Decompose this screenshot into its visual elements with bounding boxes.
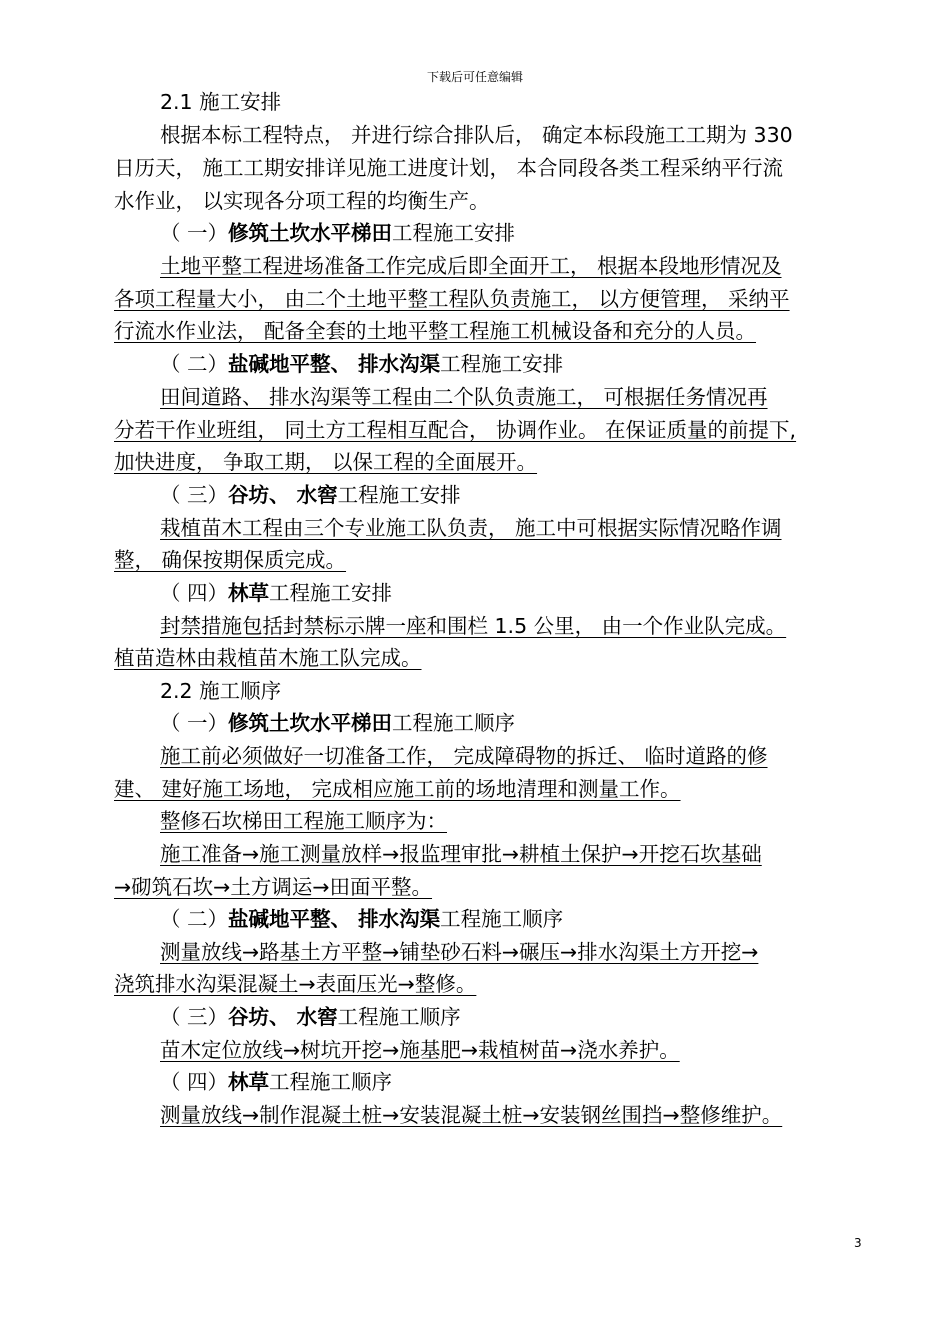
subheading-prefix: （ 四） [160,581,229,605]
subheading-prefix: （ 二） [160,907,229,931]
subheading-suffix: 工程施工安排 [392,221,516,245]
subheading-prefix: （ 三） [160,1005,229,1029]
subheading-suffix: 工程施工顺序 [392,711,516,735]
subheading-2-2-1 [160,711,515,735]
paragraph-line: 整， 确保按期保质完成。 [114,548,347,572]
subheading-bold: 林草 [228,581,270,605]
paragraph-line: 浇筑排水沟渠混凝土→表面压光→整修。 [114,972,477,996]
paragraph-line: 苗木定位放线→树坑开挖→施基肥→栽植树苗→浇水养护。 [160,1038,680,1062]
paragraph-line: 根据本标工程特点， 并进行综合排队后， 确定本标段施工工期为 330 [160,123,793,147]
subheading-suffix: 工程施工顺序 [337,1005,461,1029]
subheading-bold: 修筑土坎水平梯田 [228,711,393,735]
subheading-2-2-3 [160,1005,461,1029]
paragraph-line: 建、 建好施工场地， 完成相应施工前的场地清理和测量工作。 [114,777,681,801]
subheading-bold: 林草 [228,1070,270,1094]
subheading-2-2-2 [160,907,563,931]
paragraph-line: 整修石坎梯田工程施工顺序为： [160,809,447,833]
subheading-prefix: （ 一） [160,221,229,245]
paragraph-line: 测量放线→制作混凝土桩→安装混凝土桩→安装钢丝围挡→整修维护。 [160,1103,783,1127]
paragraph-line: 土地平整工程进场准备工作完成后即全面开工， 根据本段地形情况及 [160,254,782,278]
section-heading-2-2: 2.2 施工顺序 [160,679,282,703]
paragraph-line: 日历天， 施工工期安排详见施工进度计划， 本合同段各类工程采纳平行流 [114,156,784,180]
paragraph-line: 施工前必须做好一切准备工作， 完成障碍物的拆迁、 临时道路的修 [160,744,768,768]
paragraph-line: 栽植苗木工程由三个专业施工队负责， 施工中可根据实际情况略作调 [160,516,782,540]
subheading-prefix: （ 二） [160,352,229,376]
subheading-prefix: （ 三） [160,483,229,507]
subheading-bold: 谷坊、 水窖 [228,483,338,507]
paragraph-line: 田间道路、 排水沟渠等工程由二个队负责施工， 可根据任务情况再 [160,385,768,409]
paragraph-line: 行流水作业法， 配备全套的土地平整工程施工机械设备和充分的人员。 [114,319,757,343]
paragraph-line: 加快进度， 争取工期， 以保工程的全面展开。 [114,450,538,474]
subheading-prefix: （ 一） [160,711,229,735]
subheading-2-1-4 [160,581,392,605]
paragraph-line: 分若干作业班组， 同土方工程相互配合， 协调作业。 在保证质量的前提下, [114,418,797,442]
section-heading-2-1: 2.1 施工安排 [160,90,282,114]
subheading-2-1-2 [160,352,563,376]
paragraph-line: 封禁措施包括封禁标示牌一座和围栏 1.5 公里， 由一个作业队完成。 [160,614,787,638]
subheading-suffix: 工程施工安排 [269,581,393,605]
paragraph-line: 各项工程量大小， 由二个土地平整工程队负责施工， 以方便管理， 采纳平 [114,287,790,311]
paragraph-line: 植苗造林由栽植苗木施工队完成。 [114,646,422,670]
subheading-suffix: 工程施工顺序 [269,1070,393,1094]
subheading-suffix: 工程施工顺序 [440,907,564,931]
subheading-suffix: 工程施工安排 [440,352,564,376]
subheading-2-2-4 [160,1070,392,1094]
subheading-bold: 盐碱地平整、 排水沟渠 [228,352,441,376]
paragraph-line: 施工准备→施工测量放样→报监理审批→耕植土保护→开挖石坎基础 [160,842,762,866]
subheading-bold: 修筑土坎水平梯田 [228,221,393,245]
page-header: 下载后可任意编辑 [426,70,523,84]
paragraph-line: 测量放线→路基土方平整→铺垫砂石料→碾压→排水沟渠土方开挖→ [160,940,759,964]
subheading-bold: 盐碱地平整、 排水沟渠 [228,907,441,931]
paragraph-line: →砌筑石坎→土方调运→田面平整。 [114,875,433,899]
paragraph-line: 水作业， 以实现各分项工程的均衡生产。 [114,189,490,213]
subheading-2-1-3 [160,483,461,507]
subheading-suffix: 工程施工安排 [337,483,461,507]
subheading-prefix: （ 四） [160,1070,229,1094]
subheading-bold: 谷坊、 水窖 [228,1005,338,1029]
page-number: 3 [854,1236,862,1250]
subheading-2-1-1 [160,221,515,245]
